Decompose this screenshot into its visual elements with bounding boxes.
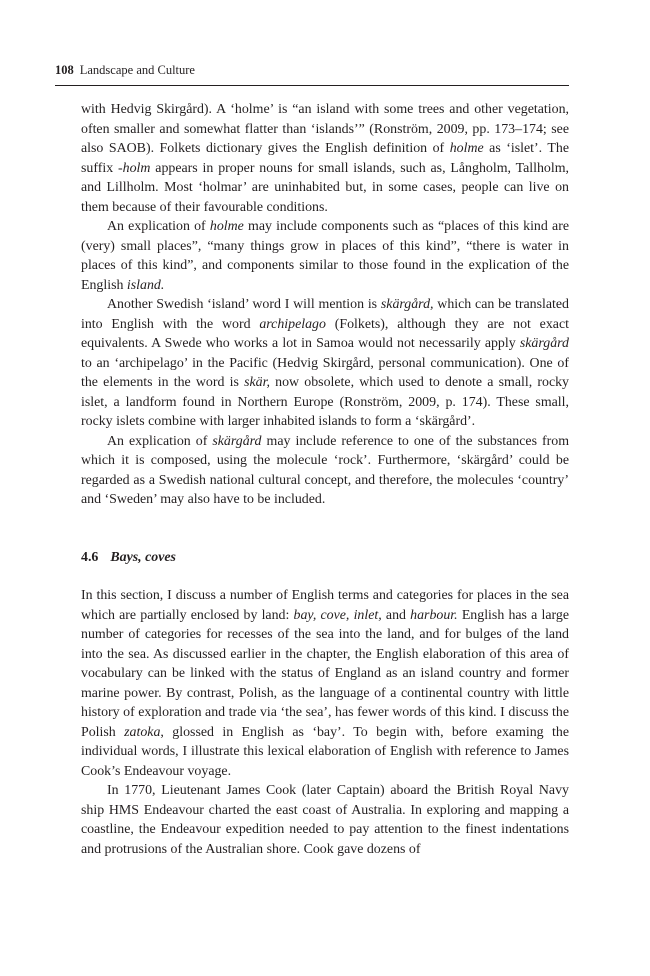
paragraph: In 1770, Lieutenant James Cook (later Captain) aboard the British Royal Navy ship HMS Endeavour charted the east coast of Australia. In exploring and mapping a coastline, the Endeavour expedition needed to pay attention to the finest indentations and protrusions of the Australian shore. Cook gave dozens of — [81, 783, 569, 857]
paragraph: An explication of skärgård may include reference to one of the substances from which it is composed, using the molecule ‘rock’. Furthermore, ‘skärgård’ could be regarded as a Swedish national cultural concept, and therefore, the molecules ‘country’ and ‘Sweden’ may also have to be included. — [81, 433, 570, 507]
paragraph: with Hedvig Skirgård). A ‘holme’ is “an island with some trees and other vegetation, often smaller and somewhat flatter than ‘islands’” (Ronström, 2009, pp. 173–174; see also SAOB). Folkets dictionary gives the English definition of holme as ‘islet’. The suffix -holm appears in proper nouns for small islands, such as, Långholm, Tallholm, and Lillholm. Most ‘holmar’ are uninhabited but, in some cases, people can live on them because of their favourable conditions. — [81, 102, 569, 215]
italic-term: island. — [126, 277, 165, 293]
body-text — [81, 100, 569, 859]
italic-term: skärgård — [519, 336, 569, 351]
section-heading — [81, 548, 569, 568]
paragraph: Another Swedish ‘island’ word I will mention is skärgård, which can be translated into English with the word archipelago (Folkets), although they are not exact equivalents. A Swede who works a lot in Samoa would not necessarily apply skärgård to an ‘archipelago’ in the Pacific (Hedvig Skirgård, personal communication). One of the elements in the word is skär, now obsolete, which used to denote a small, rocky islet, a landform found in Northern Europe (Ronström, 2009, p. 174). These small, rocky islets combine with larger inhabited islands to form a ‘skärgård’. — [81, 297, 570, 429]
italic-term: -holm — [118, 160, 151, 176]
running-header — [55, 63, 569, 86]
section-number: 4.6 — [81, 549, 99, 565]
italic-term: zatoka — [124, 724, 161, 740]
italic-term: holme — [449, 141, 484, 156]
running-title: Landscape and Culture — [79, 63, 195, 77]
paragraph: In this section, I discuss a number of English terms and categories for places in the sea which are partially enclosed by land: bay, cove, inlet, and harbour. English has a large number of categories for recesses of the sea into the land, and for bulges of the land into the sea. As discussed earlier in the chapter, the English elaboration of this area of vocabulary can be linked with the status of England as an island country and former marine power. By contrast, Polish, as the language of a continental country with little history of exploration and trade via ‘the sea’, has fewer words of this kind. I discuss the Polish zatoka, glossed in English as ‘bay’. To begin with, before examing the individual words, I illustrate this lexical elaboration of English with reference to James Cook’s Endeavour voyage. — [81, 588, 569, 779]
italic-term: skärgård, — [380, 297, 434, 312]
italic-term: holme — [209, 219, 244, 234]
italic-term: harbour. — [410, 607, 458, 623]
section-title: Bays, coves — [110, 549, 176, 565]
paragraph: An explication of holme may include components such as “places of this kind are (very) small places”, “many things grow in places of this kind”, “there is water in places of this kind”, and components similar to those found in the explication of the English island. — [81, 219, 569, 293]
italic-term: archipelago — [259, 316, 326, 332]
italic-term: skärgård — [212, 433, 262, 449]
italic-term: bay, cove, inlet, — [293, 607, 382, 623]
page-number: 108 — [55, 63, 74, 77]
italic-term: skär, — [244, 375, 270, 390]
